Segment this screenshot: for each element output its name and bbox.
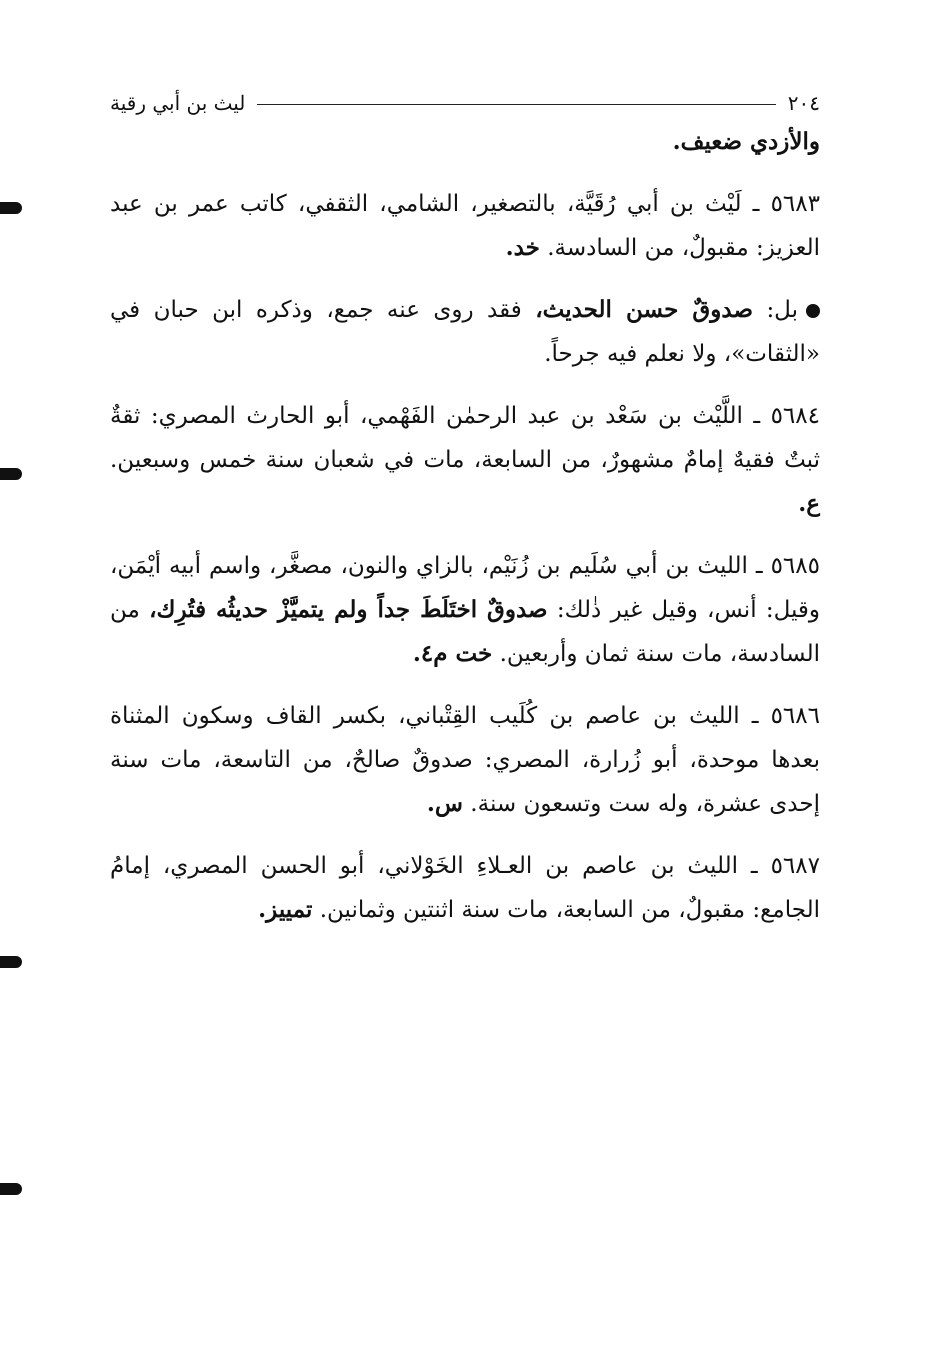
entry-5683 [110,182,820,270]
entry-text: ٥٦٨٧ ـ الليث بن عاصم بن العـلاءِ الخَوْلاني، أبو الحسن المصري، إمامُ الجامع: مقبولٌ، من السابعة، مات سنة اثنتين وثمانين. [110,853,820,923]
comment-rest: فقد روى عنه جمع، وذكره ابن حبان في «الثقات»، ولا نعلم فيه جرحاً. [110,297,820,367]
entry-5686 [110,694,820,826]
running-title: ليث بن أبي رقية [110,91,246,115]
page [110,86,820,932]
entry-code: س. [426,790,463,817]
entry-text: ٥٦٨٣ ـ لَيْث بن أبي رُقَيَّة، بالتصغير، الشامي، الثقفي، كاتب عمر بن عبد العزيز: مقبولٌ، من السادسة. [110,191,820,261]
comment-lead: بل: [766,297,799,323]
entry-code: ع. [798,490,820,517]
entry-code: تمييز. [258,896,313,923]
margin-mark [0,468,22,480]
entry-text: من السادسة، مات سنة ثمان وأربعين. [110,597,820,667]
editor-comment [110,288,820,376]
entry-text: ثقةٌ ثبتٌ فقيهٌ إمامٌ مشهورٌ، من السابعة، مات في شعبان سنة خمس وسبعين. [110,403,820,473]
entry-5685 [110,544,820,676]
entry-verdict: صدوقٌ اختَلَطَ جداً ولم يتميَّزْ حديثُه فتُرِك، [149,596,548,623]
entry-5687 [110,844,820,932]
margin-mark [0,202,22,214]
running-head [110,86,820,120]
entry-5684 [110,394,820,526]
comment-bold: صدوقٌ حسن الحديث، [535,296,753,323]
header-rule [257,104,775,105]
bullet-icon [806,304,820,318]
page-number: ٢٠٤ [787,91,820,115]
entry-text: ٥٦٨٥ ـ الليث بن أبي سُلَيم بن زُنَيْم، بالزاي والنون، مصغَّر، واسم أبيه أيْمَن، وقيل: أنس، وقيل غير ذٰلك: [110,553,821,623]
margin-mark [0,956,22,968]
entry-text: ٥٦٨٤ ـ اللَّيْث بن سَعْد بن عبد الرحمٰن الفَهْمي، أبو الحارث المصري: [150,403,820,429]
entry-code: خت م٤. [412,640,493,667]
margin-mark [0,1183,22,1195]
entry-code: خد. [505,234,540,261]
previous-entry-tail: والأزدي ضعيف. [672,128,820,155]
entry-text: ٥٦٨٦ ـ الليث بن عاصم بن كُلَيب القِتْباني، بكسر القاف وسكون المثناة بعدها موحدة، أبو زُرارة، المصري: صدوقٌ صالحٌ، من التاسعة، مات سنة إحدى عشرة، وله ست وتسعون سنة. [110,703,820,817]
body-text [110,120,820,932]
